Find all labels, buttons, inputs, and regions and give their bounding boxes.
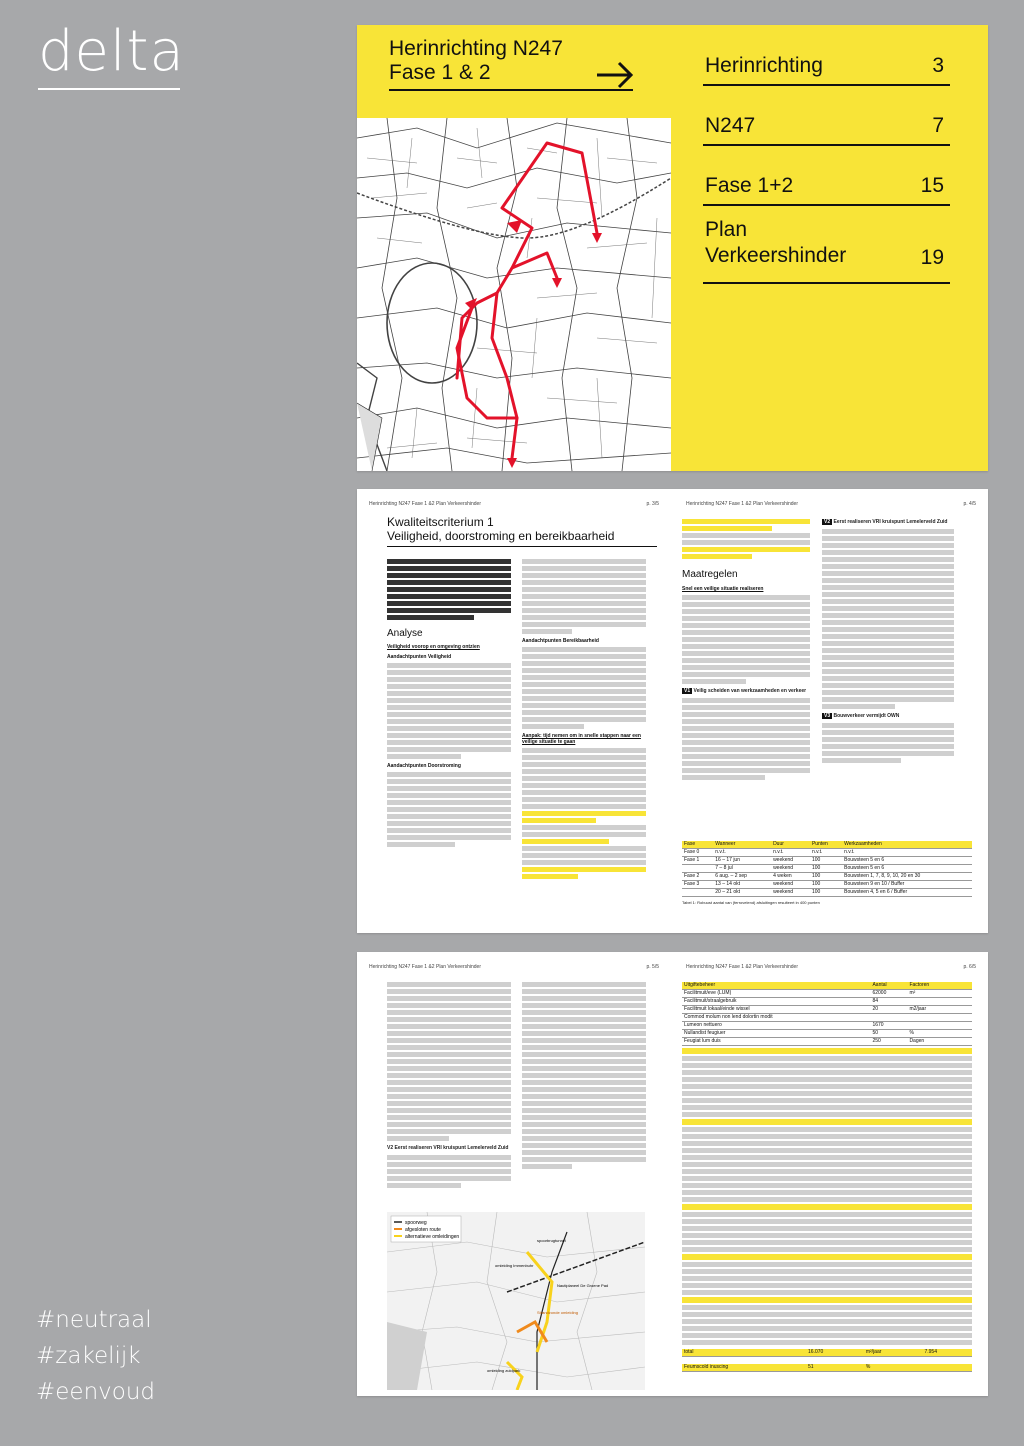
table-cell: weekend: [771, 865, 810, 873]
table-row: [682, 881, 972, 889]
table-header-cell: Factoren: [907, 982, 955, 990]
table-row: [682, 1006, 972, 1014]
table-cell: n.v.t.: [810, 849, 842, 857]
body-text: [387, 982, 511, 1141]
table-header-cell: Uitgiftebeheer: [682, 982, 870, 990]
measure-badge: V2: [387, 1145, 394, 1151]
table-cell: 62000: [870, 990, 907, 998]
table-row: [682, 865, 972, 873]
toc-label-line2: Verkeershinder: [705, 244, 847, 267]
brand-logo: delta: [38, 19, 185, 84]
map-label: omleiding zuidpark: [487, 1368, 521, 1373]
body-text: [682, 595, 810, 684]
table-row: [682, 1038, 972, 1046]
toc-label: Fase 1+2: [705, 174, 794, 197]
table-cell: Bouwsteen 4, 5 en 6 / Buffer: [842, 889, 972, 897]
body-text: [522, 748, 646, 879]
brand-underline: [38, 88, 180, 90]
running-header-title: Herinrichting N247 Fase 1 &2 Plan Verkeershinder: [369, 964, 482, 970]
phase-table-wrapper: [682, 841, 972, 906]
table-cell: 7 – 8 jul: [713, 865, 771, 873]
measure-badge: V3: [824, 713, 831, 719]
toc-label: Herinrichting: [705, 54, 823, 77]
table-cell: Fase 2: [682, 873, 713, 881]
running-header: [369, 964, 659, 970]
table-cell: Nullandist feugiuer: [682, 1030, 870, 1038]
footer-unit: %: [864, 1364, 923, 1372]
text-column: [522, 559, 646, 881]
body-text: [387, 663, 511, 759]
table-row: [682, 1022, 972, 1030]
table-cell: n.v.t.: [842, 849, 972, 857]
table-cell: n.v.t.: [771, 849, 810, 857]
table-cell: 100: [810, 889, 842, 897]
table-cell: Fase 1: [682, 857, 713, 865]
section-heading: Analyse: [387, 628, 423, 639]
intro-paragraph: [387, 559, 511, 620]
phase-table: [682, 841, 972, 897]
total-unit: m²/jaar: [864, 1349, 923, 1357]
footer-value: 51: [806, 1364, 864, 1372]
body-text: [522, 559, 646, 634]
body-text: [822, 723, 954, 763]
text-column: [822, 519, 954, 765]
table-row: [682, 857, 972, 865]
measure-heading: [682, 688, 810, 695]
table-cell: [870, 1014, 907, 1022]
heading-line2: Veiligheid, doorstroming en bereikbaarheid: [387, 529, 615, 543]
body-text: [822, 529, 954, 709]
table-header-row: [682, 841, 972, 849]
table-cell: [682, 865, 713, 873]
table-cell: 100: [810, 857, 842, 865]
toc-label-line1: Plan: [705, 218, 748, 241]
toc-label: N247: [705, 114, 756, 137]
table-cell: m2/jaar: [907, 1006, 955, 1014]
page-number: p. 4/5: [963, 501, 976, 507]
table-cell: 4 weken: [771, 873, 810, 881]
measure-heading: [822, 713, 954, 720]
table-row: [682, 889, 972, 897]
table-cell: Bouwsteen 5 en 6: [842, 865, 972, 873]
table-cell: weekend: [771, 857, 810, 865]
map-label: omleiding Immenbuhr: [495, 1263, 534, 1268]
cost-table: [682, 982, 972, 1046]
table-cell: m²: [907, 990, 955, 998]
text-column: [387, 982, 511, 1190]
document-spread-2: [357, 952, 988, 1396]
table-cell: n.v.t.: [713, 849, 771, 857]
body-text: [387, 1155, 511, 1188]
table-cell: Dagen: [907, 1038, 955, 1046]
text-column: [387, 559, 511, 849]
body-text: [682, 698, 810, 780]
toc-item[interactable]: [703, 97, 950, 146]
table-row: [682, 849, 972, 857]
right-page: [674, 489, 988, 933]
body-text: [522, 647, 646, 729]
map-label: Nautiplaneel De Groene Pad: [557, 1283, 609, 1288]
table-cell: Facilitmuit/eve (LUM): [682, 990, 870, 998]
table-cell: Lumeon nettuero: [682, 1022, 870, 1030]
table-header-cell: Fase: [682, 841, 713, 849]
running-header: [686, 501, 976, 507]
map-label: Strandzonde omleiding: [537, 1310, 578, 1315]
table-cell: Commod molum non lend dolortin modit: [682, 1014, 870, 1022]
legend-label: spoorweg: [405, 1220, 427, 1226]
text-column: [682, 519, 810, 782]
table-cell: weekend: [771, 881, 810, 889]
table-cell: 16 – 17 jun: [713, 857, 771, 865]
running-header: [686, 964, 976, 970]
table-cell: Facilitmuit/straalgebruik: [682, 998, 870, 1006]
cover-page: [357, 25, 988, 471]
subheading: Aandachtpunten Bereikbaarheid: [522, 638, 599, 644]
table-row: [682, 1030, 972, 1038]
table-cell: [682, 889, 713, 897]
measure-title: Veilig scheiden van werkzaamheden en verkeer: [693, 688, 807, 694]
table-cell: Feugiat lum duis: [682, 1038, 870, 1046]
page-number: p. 3/5: [646, 501, 659, 507]
subheading: Aanpak: tijd nemen om in snelle stappen naar een veilige situatie te gaan: [522, 733, 641, 745]
map-label: spoorbrugtunnel: [537, 1238, 566, 1243]
table-cell: %: [907, 1030, 955, 1038]
toc-item[interactable]: [703, 215, 950, 284]
map-legend: [391, 1216, 461, 1242]
table-cell: Fase 0: [682, 849, 713, 857]
toc-page-number: 7: [932, 114, 944, 137]
total-label: total: [682, 1349, 806, 1357]
measure-badge: V2: [824, 519, 831, 525]
legend-label: alternatieve omleidingen: [405, 1234, 460, 1240]
measure-title: Eerst realiseren VRI kruispunt Lemelerveld Zuid: [394, 1145, 509, 1151]
toc-label: [705, 217, 846, 269]
toc-item[interactable]: [703, 157, 950, 206]
measure-heading: [822, 519, 954, 526]
left-page: [357, 952, 671, 1396]
table-header-cell: Werkzaamheden: [842, 841, 972, 849]
toc-page-number: 3: [932, 54, 944, 77]
legend-label: afgesloten route: [405, 1227, 441, 1233]
chapter-heading: [387, 515, 657, 547]
table-row: [682, 1014, 972, 1022]
table-cell: [907, 1014, 955, 1022]
table-cell: 1670: [870, 1022, 907, 1030]
table-header-cell: Duur: [771, 841, 810, 849]
total-table: [682, 1349, 972, 1372]
cover-title: [389, 37, 563, 85]
running-header: [369, 501, 659, 507]
table-row: [682, 998, 972, 1006]
table-cell: 250: [870, 1038, 907, 1046]
cost-table-wrapper: [682, 982, 972, 1372]
table-header-cell: Wanneer: [713, 841, 771, 849]
toc-page-number: 15: [920, 174, 944, 197]
table-row: [682, 873, 972, 881]
page-number: p. 5/5: [646, 964, 659, 970]
table-cell: 100: [810, 865, 842, 873]
toc-item[interactable]: [703, 37, 950, 86]
text-column: [522, 982, 646, 1171]
table-caption: Tabel 1: Robuust aantal van (ferrovelend) afsluitingen resulteert in 400 punten: [682, 900, 820, 905]
footer-label: Feumscold inuscing: [682, 1364, 806, 1372]
running-header-title: Herinrichting N247 Fase 1 &2 Plan Verkeershinder: [369, 501, 482, 507]
heading-rule: [387, 546, 657, 547]
table-header-cell: Aantal: [870, 982, 907, 990]
footer-row: [682, 1364, 972, 1372]
cover-title-line1: Herinrichting N247: [389, 37, 563, 60]
document-spread-1: [357, 489, 988, 933]
subheading: Aandachtpunten Veiligheid: [387, 654, 452, 660]
table-cell: Bouwsteen 9 en 10 / Buffer: [842, 881, 972, 889]
table-cell: weekend: [771, 889, 810, 897]
running-header-title: Herinrichting N247 Fase 1 &2 Plan Verkeershinder: [686, 964, 799, 970]
measure-heading: [387, 1145, 511, 1152]
table-row: [682, 990, 972, 998]
toc-page-number: 19: [920, 246, 944, 269]
subheading: Snel een veilige situatie realiseren: [682, 586, 764, 592]
total-extra: 7.954: [922, 1349, 972, 1357]
measure-badge: V1: [684, 688, 691, 694]
table-cell: Bouwsteen 1, 7, 8, 9, 10, 20 en 30: [842, 873, 972, 881]
heading-line1: Kwaliteitscriterium 1: [387, 515, 494, 529]
table-cell: 50: [870, 1030, 907, 1038]
left-page: [357, 489, 671, 933]
detour-map: [387, 1212, 645, 1390]
route-map: [357, 118, 671, 471]
table-cell: 13 – 14 okt: [713, 881, 771, 889]
table-cell: 6 aug. – 2 sep: [713, 873, 771, 881]
cover-title-line2: Fase 1 & 2: [389, 61, 491, 84]
right-page: [674, 952, 988, 1396]
table-continuation: [682, 1048, 972, 1345]
tag-item: #eenvoud: [36, 1379, 156, 1405]
tag-item: #zakelijk: [36, 1343, 141, 1369]
table-cell: 84: [870, 998, 907, 1006]
table-cell: 20 – 21 okt: [713, 889, 771, 897]
measure-title: Bouwverkeer vermijdt OWN: [833, 713, 900, 719]
total-value: 16.070: [806, 1349, 864, 1357]
table-cell: Bouwsteen 5 en 6: [842, 857, 972, 865]
subheading: Veiligheid voorop en omgeving ontzien: [387, 644, 480, 650]
table-cell: Facilitmuit lokaal/einde wissel: [682, 1006, 870, 1014]
measure-title: Eerst realiseren VRI kruispunt Lemelerveld Zuid: [833, 519, 948, 525]
running-header-title: Herinrichting N247 Fase 1 &2 Plan Verkeershinder: [686, 501, 799, 507]
table-cell: 20: [870, 1006, 907, 1014]
tag-item: #neutraal: [36, 1307, 152, 1333]
total-row: [682, 1349, 972, 1357]
table-header-cell: Punten: [810, 841, 842, 849]
table-cell: [907, 1022, 955, 1030]
table-header-row: [682, 982, 972, 990]
body-text: [387, 772, 511, 847]
section-heading: Maatregelen: [682, 569, 738, 580]
page-number: p. 6/5: [963, 964, 976, 970]
table-cell: Fase 3: [682, 881, 713, 889]
subheading: Aandachtpunten Doorstroming: [387, 763, 461, 769]
tag-list: [36, 1302, 155, 1410]
table-cell: 100: [810, 881, 842, 889]
table-cell: 100: [810, 873, 842, 881]
right-arrow-icon: [595, 60, 635, 90]
table-cell: [907, 998, 955, 1006]
